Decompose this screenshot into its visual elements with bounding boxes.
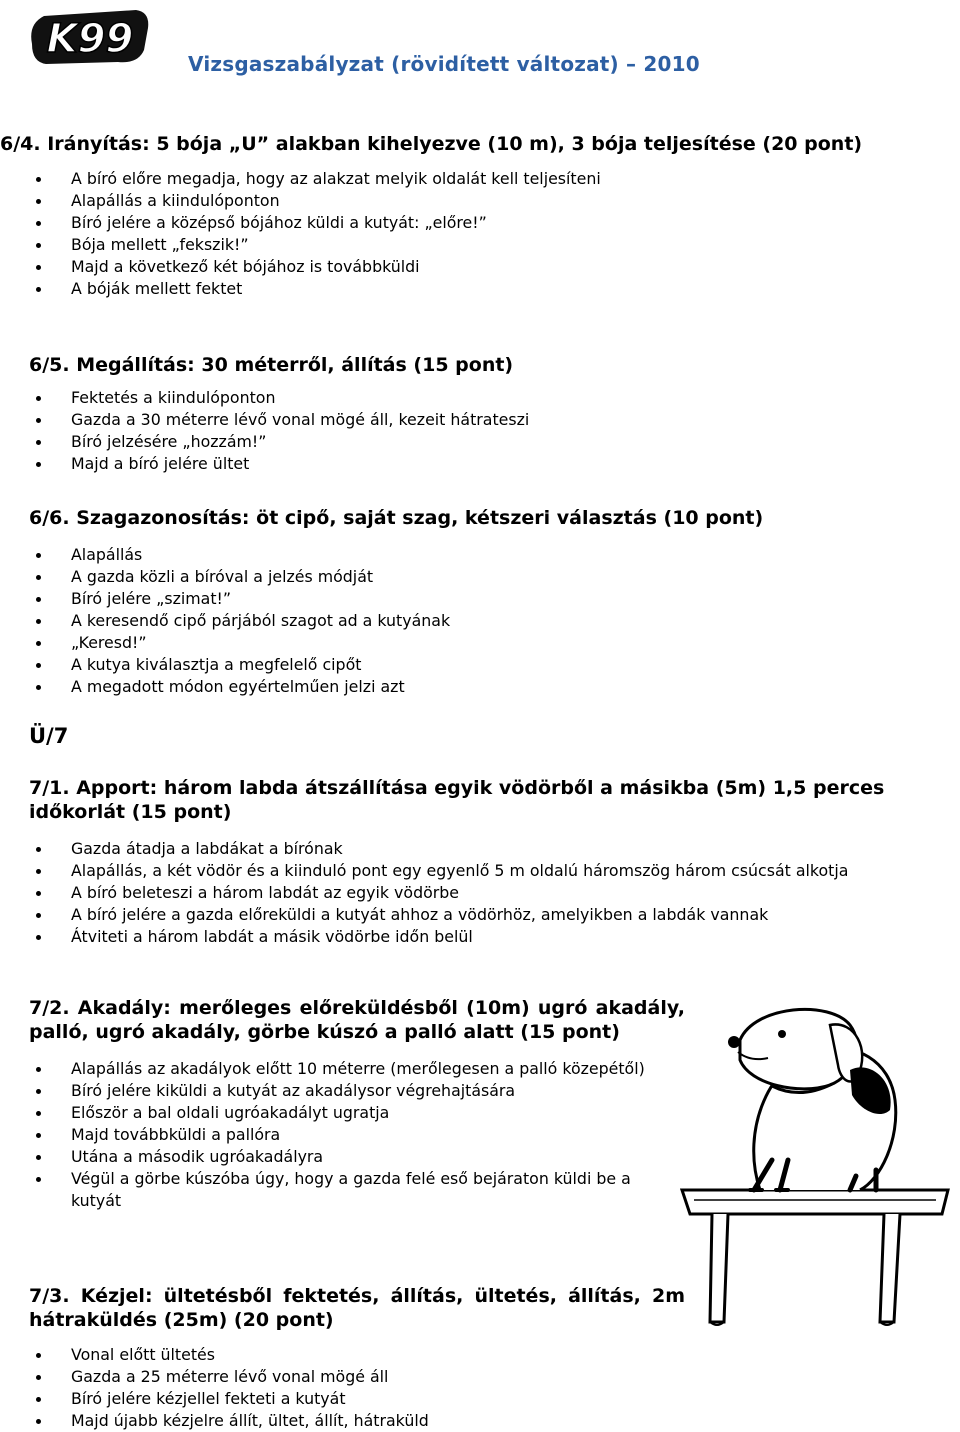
- section-6-6: [29, 506, 909, 698]
- bullet-list: [0, 1344, 685, 1432]
- section-heading: 7/1. Apport: három labda átszállítása egyik vödörből a másikba (5m) 1,5 perces időkorlát (15 pont): [29, 777, 885, 823]
- section-heading: 6/4. Irányítás: 5 bója „U” alakban kihelyezve (10 m), 3 bója teljesítése (20 pont): [0, 133, 863, 155]
- list-item: Átviteti a három labdát a másik vödörbe időn belül: [0, 926, 910, 948]
- section-7-2: [29, 996, 685, 1212]
- list-item: Először a bal oldali ugróakadályt ugratja: [0, 1102, 685, 1124]
- list-item: Bíró jelére kiküldi a kutyát az akadálysor végrehajtására: [0, 1080, 685, 1102]
- section-6-5: [29, 353, 909, 475]
- list-item: „Keresd!”: [0, 632, 909, 654]
- list-item: Alapállás az akadályok előtt 10 méterre (merőlegesen a palló közepétől): [0, 1058, 685, 1080]
- bullet-list: [0, 1058, 685, 1212]
- list-item: Majd újabb kézjelre állít, ültet, állít, hátraküld: [0, 1410, 685, 1432]
- document-title: Vizsgaszabályzat (rövidített változat) – 2010: [188, 52, 700, 76]
- list-item: Alapállás, a két vödör és a kiinduló pont egy egyenlő 5 m oldalú háromszög három csúcsát alkotja: [0, 860, 910, 882]
- section-6-4: [0, 132, 910, 300]
- list-item: A gazda közli a bíróval a jelzés módját: [0, 566, 909, 588]
- section-heading: 7/2. Akadály: merőleges előreküldésből (10m) ugró akadály, palló, ugró akadály, görbe kúszó a palló alatt (15 pont): [29, 997, 685, 1043]
- list-item: Gazda átadja a labdákat a bírónak: [0, 838, 910, 860]
- bullet-list: [0, 387, 909, 475]
- list-item: Bíró jelére „szimat!”: [0, 588, 909, 610]
- dog-on-plank-icon: [680, 1000, 950, 1330]
- list-item: Alapállás a kiindulóponton: [0, 190, 910, 212]
- section-u-7: [29, 724, 68, 748]
- section-heading: 6/6. Szagazonosítás: öt cipő, saját szag, kétszeri választás (10 pont): [29, 507, 764, 529]
- bullet-list: [0, 838, 910, 948]
- section-7-1: [29, 776, 909, 948]
- list-item: Majd a következő két bójához is továbbküldi: [0, 256, 910, 278]
- list-item: A bíró jelére a gazda előreküldi a kutyát ahhoz a vödörhöz, amelyikben a labdák vannak: [0, 904, 910, 926]
- list-item: Bója mellett „fekszik!”: [0, 234, 910, 256]
- section-heading: 7/3. Kézjel: ültetésből fektetés, állítás, ültetés, állítás, 2m hátraküldés (25m) (20 pont): [29, 1285, 685, 1331]
- list-item: Alapállás: [0, 544, 909, 566]
- section-heading: 6/5. Megállítás: 30 méterről, állítás (15 pont): [29, 354, 514, 376]
- section-heading: Ü/7: [29, 724, 69, 748]
- list-item: Végül a görbe kúszóba úgy, hogy a gazda felé eső bejáraton küldi be a kutyát: [0, 1168, 685, 1212]
- list-item: A bíró előre megadja, hogy az alakzat melyik oldalát kell teljesíteni: [0, 168, 910, 190]
- list-item: Gazda a 25 méterre lévő vonal mögé áll: [0, 1366, 685, 1388]
- bullet-list: [0, 168, 910, 300]
- list-item: A keresendő cipő párjából szagot ad a kutyának: [0, 610, 909, 632]
- section-7-3: [29, 1284, 685, 1432]
- list-item: Fektetés a kiindulóponton: [0, 387, 909, 409]
- list-item: Utána a második ugróakadályra: [0, 1146, 685, 1168]
- list-item: Vonal előtt ültetés: [0, 1344, 685, 1366]
- bullet-list: [0, 544, 909, 698]
- logo-text: K99: [46, 16, 134, 62]
- list-item: Bíró jelzésére „hozzám!”: [0, 431, 909, 453]
- list-item: A bóják mellett fektet: [0, 278, 910, 300]
- list-item: Bíró jelére a középső bójához küldi a kutyát: „előre!”: [0, 212, 910, 234]
- list-item: Bíró jelére kézjellel fekteti a kutyát: [0, 1388, 685, 1410]
- list-item: Gazda a 30 méterre lévő vonal mögé áll, kezeit hátrateszi: [0, 409, 909, 431]
- list-item: Majd továbbküldi a pallóra: [0, 1124, 685, 1146]
- list-item: Majd a bíró jelére ültet: [0, 453, 909, 475]
- list-item: A kutya kiválasztja a megfelelő cipőt: [0, 654, 909, 676]
- list-item: A bíró beleteszi a három labdát az egyik vödörbe: [0, 882, 910, 904]
- list-item: A megadott módon egyértelműen jelzi azt: [0, 676, 909, 698]
- k99-logo: [26, 4, 154, 70]
